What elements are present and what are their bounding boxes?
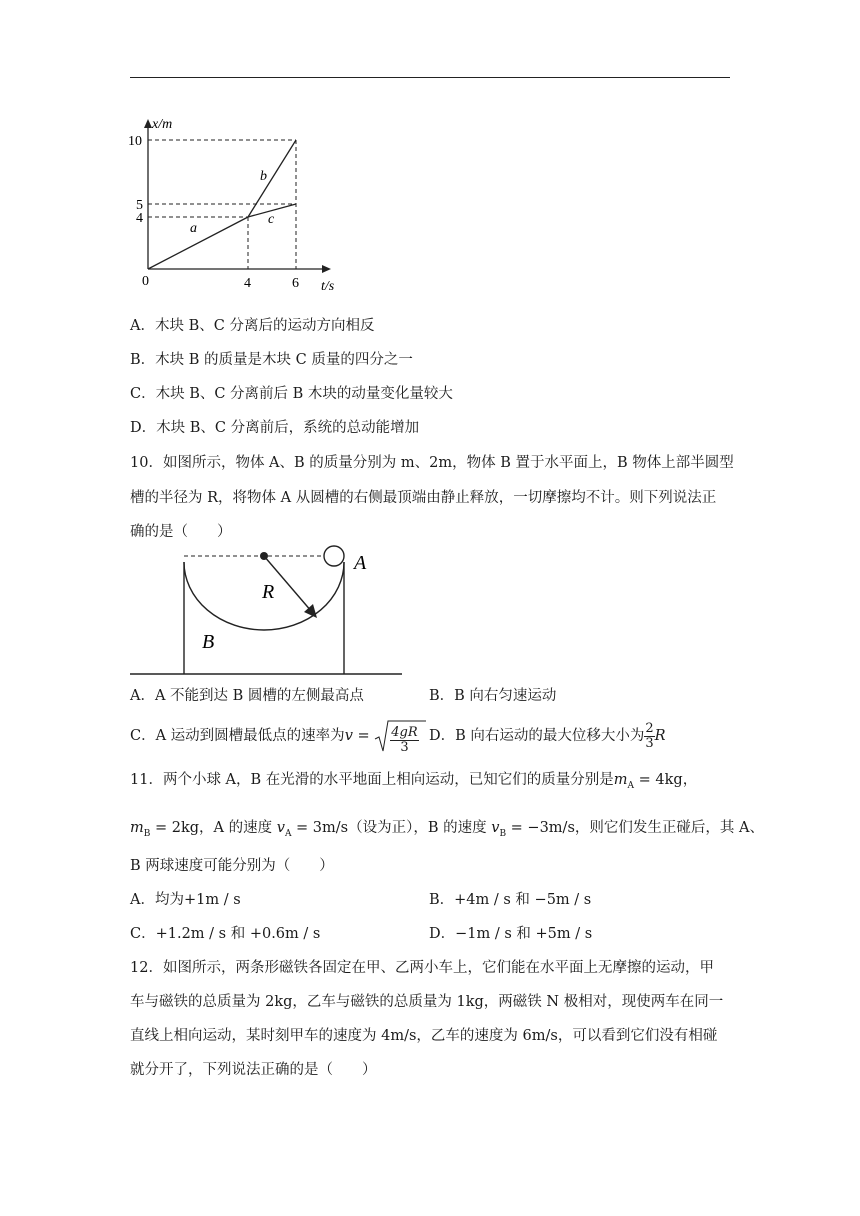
label-a: A <box>354 552 367 574</box>
sqrt-expression <box>374 719 418 755</box>
fraction-numerator: 2 <box>645 720 654 736</box>
y-axis-arrow <box>144 119 152 128</box>
q10-option-d-text: D．B 向右运动的最大位移大小为 <box>429 728 645 744</box>
semicircular-groove-figure <box>126 540 416 680</box>
q11-line2-b: = 3m/s（设为正），B 的速度 <box>291 820 492 836</box>
q11-va: v <box>276 820 285 836</box>
y-axis-label: x/m <box>152 117 173 132</box>
q10-option-c-eq: = <box>352 728 375 744</box>
q11-ma-val: = 4kg， <box>634 772 698 788</box>
x-tick-4: 4 <box>244 276 251 291</box>
label-b: B <box>202 631 215 653</box>
q11-line2-c: = −3m/s，则它们发生正碰后，其 A、 <box>506 820 764 836</box>
q9-option-b: B．木块 B 的质量是木块 C 质量的四分之一 <box>130 352 413 368</box>
q12-stem-line1: 12．如图所示，两条形磁铁各固定在甲、乙两小车上，它们能在水平面上无摩擦的运动，甲 <box>130 960 714 976</box>
q9-option-a: A．木块 B、C 分离后的运动方向相反 <box>130 318 375 334</box>
x-axis-label: t/s <box>321 279 335 294</box>
q11-stem-line2 <box>130 818 764 844</box>
q11-option-a: A．均为+1m / s <box>130 892 241 908</box>
q11-vb-sub: B <box>499 828 507 839</box>
line-a <box>148 217 248 269</box>
label-c: c <box>268 212 275 227</box>
label-a: a <box>190 221 197 236</box>
q11-option-b: B．+4m / s 和 −5m / s <box>429 892 592 908</box>
x-axis-arrow <box>322 265 331 273</box>
radius-arrowhead <box>304 604 317 618</box>
y-tick-10: 10 <box>128 134 142 149</box>
q10-option-b: B．B 向右匀速运动 <box>429 688 557 704</box>
q10-stem-line1: 10．如图所示，物体 A、B 的质量分别为 m、2m，物体 B 置于水平面上，B 物体上部半圆型 <box>130 455 734 471</box>
q10-stem-line2: 槽的半径为 R，将物体 A 从圆槽的右侧最顶端由静止释放，一切摩擦均不计。则下列说法正 <box>130 490 717 506</box>
q10-option-c-v: v <box>344 728 353 744</box>
fraction-denominator: 3 <box>645 735 654 751</box>
q10-stem-line3: 确的是（ ） <box>130 524 232 540</box>
q11-mb: m <box>130 820 144 836</box>
q11-ma: m <box>613 772 628 788</box>
q9-option-d: D．木块 B、C 分离前后，系统的总动能增加 <box>130 420 420 436</box>
q11-stem-text: 11．两个小球 A，B 在光滑的水平地面上相向运动，已知它们的质量分别是 <box>130 772 614 788</box>
label-r: R <box>262 581 275 603</box>
q11-stem-line1 <box>130 770 697 796</box>
q9-option-c: C．木块 B、C 分离前后 B 木块的动量变化量较大 <box>130 386 453 402</box>
q11-option-d: D．−1m / s 和 +5m / s <box>429 926 593 942</box>
q12-stem-line3: 直线上相向运动，某时刻甲车的速度为 4m/s，乙车的速度为 6m/s，可以看到它们没有相碰 <box>130 1028 718 1044</box>
q11-mb-sub: B <box>143 828 151 839</box>
q12-stem-line2: 车与磁铁的总质量为 2kg，乙车与磁铁的总质量为 1kg，两磁铁 N 极相对，现使两车在同一 <box>130 994 724 1010</box>
q11-stem-line3: B 两球速度可能分别为（ ） <box>130 858 334 874</box>
sqrt-numerator: 4gR <box>391 724 418 740</box>
q10-option-c <box>130 718 418 755</box>
q10-option-d <box>429 718 666 754</box>
q10-option-a: A．A 不能到达 B 圆槽的左侧最高点 <box>130 688 364 704</box>
q11-vb: v <box>491 820 500 836</box>
y-tick-5: 5 <box>136 198 143 213</box>
origin-label: 0 <box>142 274 149 289</box>
header-rule <box>130 77 730 78</box>
ball-a <box>324 546 344 566</box>
q12-stem-line4: 就分开了，下列说法正确的是（ ） <box>130 1062 377 1078</box>
sqrt-denominator: 3 <box>400 739 409 755</box>
q11-va-sub: A <box>284 828 292 839</box>
q11-option-c: C．+1.2m / s 和 +0.6m / s <box>130 926 321 942</box>
q11-line2-a: = 2kg，A 的速度 <box>150 820 277 836</box>
q11-ma-sub: A <box>627 780 635 791</box>
q10-option-c-text: C．A 运动到圆槽最低点的速率为 <box>130 728 345 744</box>
y-tick-4: 4 <box>136 211 143 226</box>
label-b: b <box>260 169 267 184</box>
position-time-graph <box>126 110 346 310</box>
x-tick-6: 6 <box>292 276 299 291</box>
q10-option-d-r: R <box>654 728 666 744</box>
